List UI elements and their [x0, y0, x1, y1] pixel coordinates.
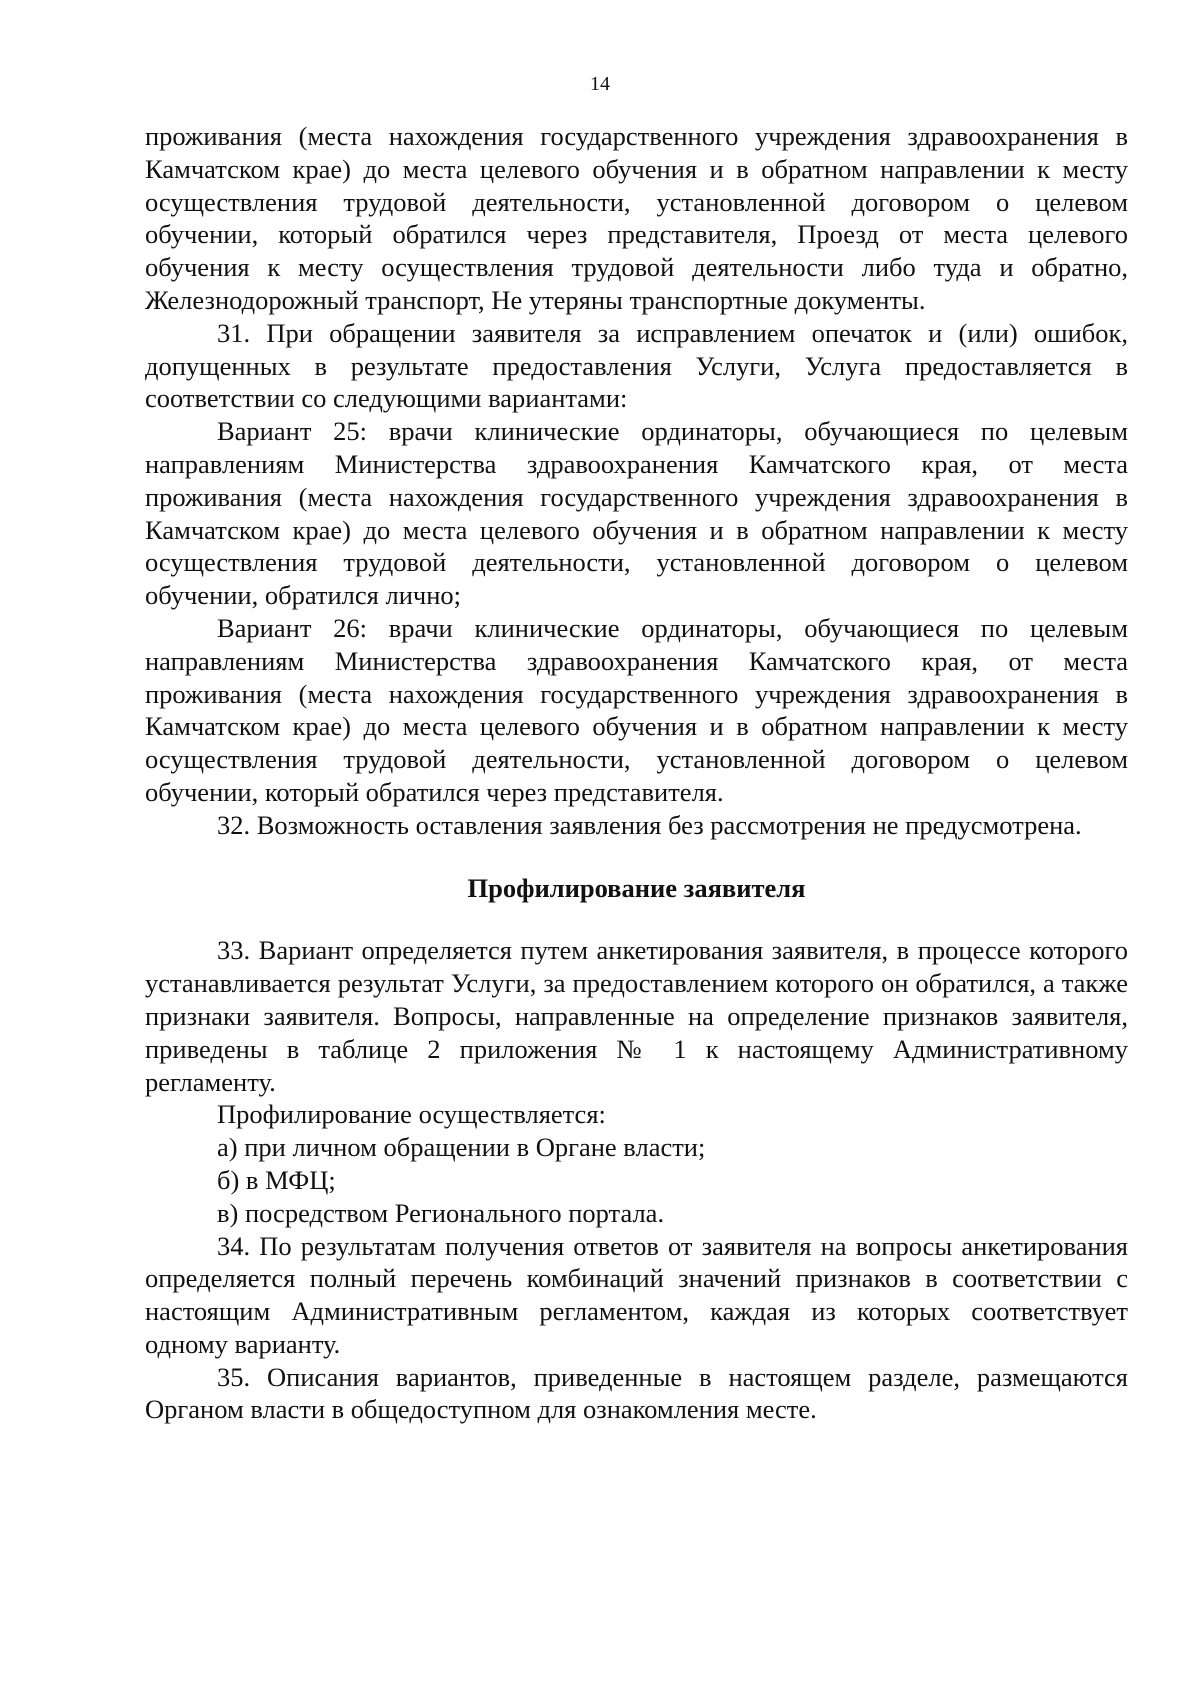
spacer	[145, 904, 1128, 934]
page-number: 14	[590, 73, 610, 95]
paragraph-33: 33. Вариант определяется путем анкетирования заявителя, в процессе которого устанавливается результат Услуги, за предоставлением которого он обратился, а также признаки заявителя. Вопросы, направленные на определение признаков заявителя, приведены в таблице 2 приложения № 1 к настоящему Административному регламенту.	[145, 935, 1128, 1097]
document-body	[145, 120, 1128, 1426]
paragraph-variant-25: Вариант 25: врачи клинические ординаторы, обучающиеся по целевым направлениям Министерства здравоохранения Камчатского края, от места проживания (места нахождения государственного учреждения здравоохранения в Камчатском крае) до места целевого обучения и в обратном направлении к месту осуществления трудовой деятельности, установленной договором о целевом обучении, обратился лично;	[145, 416, 1128, 611]
section-heading: Профилирование заявителя	[467, 872, 806, 903]
paragraph-35: 35. Описания вариантов, приведенные в настоящем разделе, размещаются Органом власти в общедоступном для ознакомления месте.	[145, 1361, 1128, 1425]
paragraph-continuation: проживания (места нахождения государственного учреждения здравоохранения в Камчатском крае) до места целевого обучения и в обратном направлении к месту осуществления трудовой деятельности, установленной договором о целевом обучении, который обратился через представителя, Проезд от места целевого обучения к месту осуществления трудовой деятельности либо туда и обратно, Железнодорожный транспорт, Не утеряны транспортные документы.	[145, 121, 1128, 315]
paragraph-variant-26: Вариант 26: врачи клинические ординаторы, обучающиеся по целевым направлениям Министерства здравоохранения Камчатского края, от места проживания (места нахождения государственного учреждения здравоохранения в Камчатском крае) до места целевого обучения и в обратном направлении к месту осуществления трудовой деятельности, установленной договором о целевом обучении, который обратился через представителя.	[145, 612, 1128, 807]
list-item-v: в) посредством Регионального портала.	[217, 1197, 665, 1228]
paragraph-32: 32. Возможность оставления заявления без рассмотрения не предусмотрена.	[217, 809, 1082, 840]
spacer	[145, 842, 1128, 872]
list-item-a: а) при личном обращении в Органе власти;	[217, 1132, 706, 1163]
paragraph-profiling-intro: Профилирование осуществляется:	[217, 1099, 606, 1130]
paragraph-31: 31. При обращении заявителя за исправлением опечаток и (или) ошибок, допущенных в результате предоставления Услуги, Услуга предоставляется в соответствии со следующими вариантами:	[145, 317, 1128, 414]
list-item-b: б) в МФЦ;	[217, 1164, 336, 1195]
paragraph-34: 34. По результатам получения ответов от заявителя на вопросы анкетирования определяется полный перечень комбинаций значений признаков в соответствии с настоящим Административным регламентом, каждая из которых соответствует одному варианту.	[145, 1230, 1128, 1359]
